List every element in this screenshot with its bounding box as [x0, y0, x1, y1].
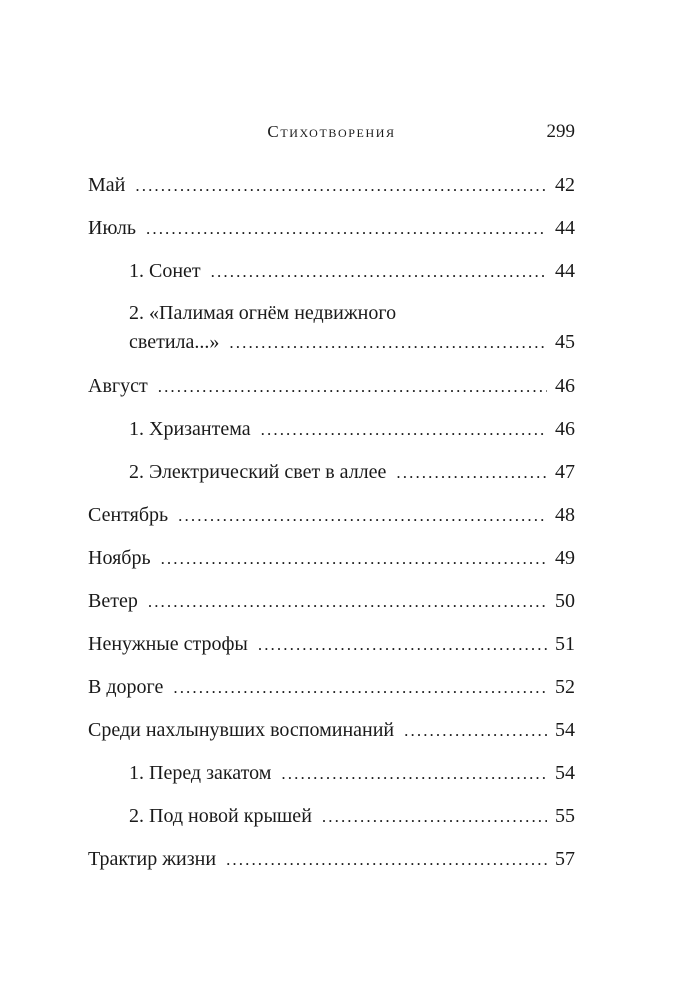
toc-entry-sonnet — [88, 256, 575, 299]
toc-entry-title: Сентябрь — [88, 504, 169, 526]
toc-entry-august — [88, 371, 575, 414]
toc-entry-new-roof — [88, 801, 575, 844]
toc-entry-page: 50 — [555, 590, 575, 612]
running-title: Стихотворения — [267, 122, 396, 141]
toc-entry-page: 44 — [555, 217, 575, 239]
toc-entry-july — [88, 213, 575, 256]
page-number: 299 — [546, 121, 575, 142]
toc-entry-page: 44 — [555, 260, 575, 282]
toc-entry-title: 1. Хризантема — [129, 418, 251, 440]
toc-entry-page: 46 — [555, 375, 575, 397]
toc-entry-tavern-of-life — [88, 844, 575, 887]
dot-leader — [258, 630, 547, 660]
toc-entry-memories — [88, 715, 575, 758]
toc-entry-title: 2. Под новой крышей — [129, 805, 312, 827]
dot-leader — [161, 544, 547, 574]
toc-entry-title: 2. Электрический свет в аллее — [129, 461, 387, 483]
table-of-contents — [88, 170, 575, 887]
toc-entry-title: 1. Сонет — [129, 260, 201, 282]
toc-entry-page: 42 — [555, 174, 575, 196]
toc-entry-before-sunset — [88, 758, 575, 801]
dot-leader — [281, 759, 547, 789]
toc-entry-page: 45 — [555, 331, 575, 353]
toc-entry-page: 52 — [555, 676, 575, 698]
toc-entry-title: Август — [88, 375, 148, 397]
toc-entry-page: 51 — [555, 633, 575, 655]
toc-entry-page: 49 — [555, 547, 575, 569]
dot-leader — [211, 257, 547, 287]
dot-leader — [158, 372, 547, 402]
toc-entry-title: Июль — [88, 217, 136, 239]
toc-entry-title: В дороге — [88, 676, 164, 698]
toc-entry-chrysanthemum — [88, 414, 575, 457]
toc-entry-on-the-road — [88, 672, 575, 715]
toc-entry-title: Ненужные строфы — [88, 633, 248, 655]
toc-entry-title-line1: 2. «Палимая огнём недвижного — [129, 302, 397, 324]
toc-entry-title-line2: светила...» — [129, 331, 220, 353]
dot-leader — [322, 802, 547, 832]
dot-leader — [404, 716, 547, 746]
toc-entry-title: Ветер — [88, 590, 138, 612]
dot-leader — [135, 171, 547, 201]
toc-entry-electric-light — [88, 457, 575, 500]
toc-entry-wind — [88, 586, 575, 629]
toc-entry-page: 48 — [555, 504, 575, 526]
toc-entry-title: Среди нахлынувших воспоминаний — [88, 719, 395, 741]
dot-leader — [396, 458, 547, 488]
toc-entry-palimaya — [88, 299, 575, 371]
toc-entry-title: Май — [88, 174, 126, 196]
dot-leader — [148, 587, 547, 617]
toc-entry-page: 47 — [555, 461, 575, 483]
dot-leader — [226, 845, 547, 875]
toc-entry-page: 54 — [555, 762, 575, 784]
toc-entry-unneeded-stanzas — [88, 629, 575, 672]
toc-entry-may — [88, 170, 575, 213]
dot-leader — [229, 328, 547, 358]
dot-leader — [178, 501, 547, 531]
toc-entry-page: 54 — [555, 719, 575, 741]
dot-leader — [146, 214, 547, 244]
toc-entry-page: 46 — [555, 418, 575, 440]
toc-entry-page: 55 — [555, 805, 575, 827]
toc-entry-september — [88, 500, 575, 543]
toc-entry-title: Ноябрь — [88, 547, 151, 569]
toc-entry-title: 1. Перед закатом — [129, 762, 272, 784]
dot-leader — [261, 415, 547, 445]
dot-leader — [173, 673, 547, 703]
toc-entry-page: 57 — [555, 848, 575, 870]
toc-entry-title: Трактир жизни — [88, 848, 217, 870]
running-head — [88, 120, 575, 144]
toc-entry-november — [88, 543, 575, 586]
